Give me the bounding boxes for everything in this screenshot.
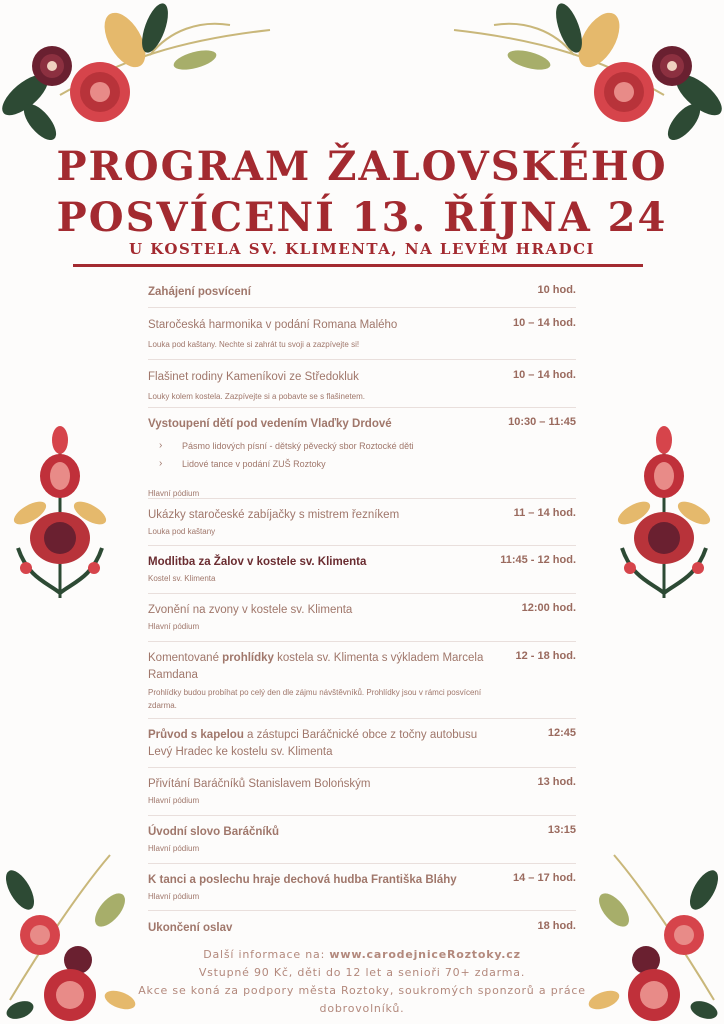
floral-corner-bottom-right-icon — [584, 850, 724, 1024]
program-item — [148, 719, 576, 768]
item-time: 13 hod. — [537, 776, 576, 788]
page-subtitle: U KOSTELA SV. KLIMENTA, NA LEVÉM HRADCI — [128, 240, 596, 258]
item-name-part: kostela sv. Klimenta s výkladem Marcela Ramdana — [148, 652, 484, 681]
title-divider — [73, 264, 643, 267]
program-item — [148, 408, 576, 499]
item-note: Hlavní pódium — [148, 622, 200, 631]
sub-item — [148, 437, 576, 455]
program-item — [148, 276, 576, 308]
item-note: Louka pod kaštany. Nechte si zahrát tu svoji a zazpívejte si! — [148, 340, 360, 349]
program-item — [148, 308, 576, 360]
item-note: Kostel sv. Klimenta — [148, 574, 216, 583]
item-name: Úvodní slovo Baráčníků — [148, 826, 280, 838]
item-name: Ukončení oslav — [148, 922, 233, 934]
item-time: 12:45 — [547, 727, 576, 739]
item-note: Hlavní pódium — [148, 892, 200, 901]
item-note: Hlavní pódium — [148, 489, 200, 498]
item-name: Vystoupení dětí pod vedením Vlaďky Drdové — [148, 418, 392, 430]
item-name: Ukázky staročeské zabíjačky s mistrem řezníkem — [148, 509, 400, 521]
item-name: Zahájení posvícení — [148, 286, 251, 298]
program-item — [148, 594, 576, 642]
item-time: 10 hod. — [537, 284, 576, 296]
chevron-right-icon: › — [159, 440, 163, 451]
footer-line2: Vstupné 90 Kč, děti do 12 let a senioři 70+ zdarma. — [198, 966, 526, 979]
item-name: Staročeská harmonika v podání Romana Malého — [148, 319, 398, 331]
item-note: Louky kolem kostela. Zazpívejte si a pobavte se s flašinetem. — [148, 392, 365, 401]
item-name — [148, 650, 488, 684]
sub-item-label: Lidové tance v podání ZUŠ Roztoky — [182, 459, 326, 469]
item-time: 12 - 18 hod. — [515, 650, 576, 662]
chevron-right-icon: › — [159, 458, 163, 469]
program-item — [148, 864, 576, 911]
item-time: 11:45 - 12 hod. — [500, 554, 576, 566]
item-note: Hlavní pódium — [148, 796, 200, 805]
website-link[interactable]: www.carodejniceRoztoky.cz — [329, 948, 521, 961]
item-time: 12:00 hod. — [521, 602, 576, 614]
item-name-part: a zástupci Baráčnické obce z točny autobusu Levý Hradec ke kostelu sv. Klimenta — [148, 729, 478, 758]
tulip-folk-ornament-left-icon — [8, 418, 112, 603]
program-item — [148, 816, 576, 864]
program-item — [148, 911, 576, 941]
item-time: 13:15 — [547, 824, 576, 836]
item-name: Přivítání Baráčníků Stanislavem Bolońským — [148, 778, 371, 790]
item-name-bold: Průvod s kapelou — [148, 729, 244, 741]
item-name-bold: prohlídky — [222, 652, 274, 664]
sub-item-label: Pásmo lidových písní - dětský pěvecký sbor Roztocké děti — [182, 441, 414, 451]
program-item — [148, 499, 576, 546]
item-name: Zvonění na zvony v kostele sv. Klimenta — [148, 604, 353, 616]
item-name: Modlitba za Žalov v kostele sv. Klimenta — [148, 556, 367, 568]
item-time: 10 – 14 hod. — [513, 369, 576, 381]
item-time: 18 hod. — [537, 920, 576, 932]
item-name: K tanci a poslechu hraje dechová hudba Františka Bláhy — [148, 874, 457, 886]
floral-corner-top-left-icon — [0, 0, 280, 140]
footer-info — [120, 946, 604, 1018]
program-list — [148, 276, 576, 941]
tulip-folk-ornament-right-icon — [612, 418, 716, 603]
page-title-line1: PROGRAM ŽALOVSKÉHO — [56, 143, 668, 190]
program-item — [148, 642, 576, 719]
floral-corner-top-right-icon — [444, 0, 724, 140]
program-item — [148, 360, 576, 408]
item-name-part: Komentované — [148, 652, 223, 664]
item-time: 14 – 17 hod. — [513, 872, 576, 884]
item-name — [148, 727, 488, 761]
footer-line1 — [120, 946, 604, 964]
item-note: Louka pod kaštany — [148, 527, 216, 536]
item-time: 10:30 – 11:45 — [508, 416, 576, 428]
item-time: 10 – 14 hod. — [513, 317, 576, 329]
program-item — [148, 768, 576, 816]
sub-list — [148, 437, 576, 473]
sub-item — [148, 455, 576, 473]
floral-corner-bottom-left-icon — [0, 850, 140, 1024]
footer-info-label: Další informace na: — [203, 948, 330, 961]
program-item — [148, 546, 576, 594]
page-title-line2: POSVÍCENÍ 13. ŘÍJNA 24 — [56, 194, 668, 241]
item-note: Prohlídky budou probíhat po celý den dle zájmu návštěvníků. Prohlídky jsou v rámci posvícení zdarma. — [148, 688, 482, 710]
item-note: Hlavní pódium — [148, 844, 200, 853]
item-name: Flašinet rodiny Kameníkovi ze Středokluk — [148, 371, 359, 383]
footer-line3: Akce se koná za podpory města Roztoky, soukromých sponzorů a práce dobrovolníků. — [138, 984, 586, 1015]
item-time: 11 – 14 hod. — [513, 507, 576, 519]
